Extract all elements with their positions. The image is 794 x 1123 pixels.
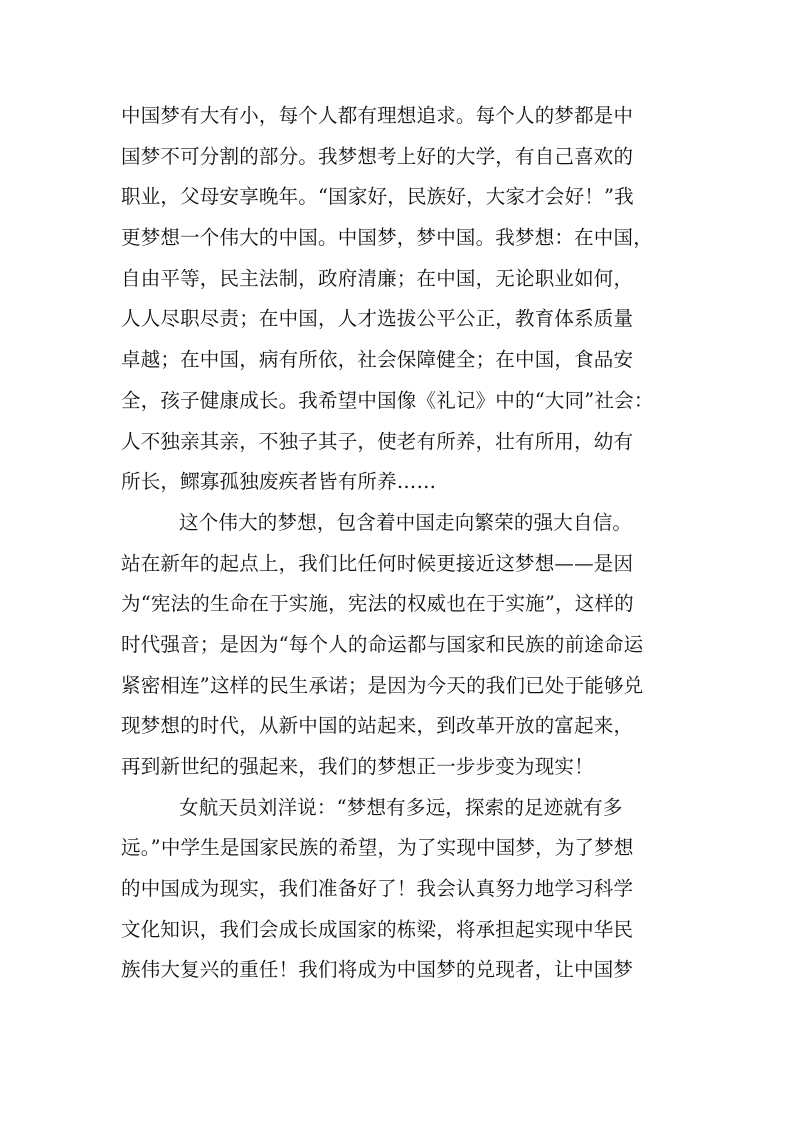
text-line: 职业，父母安享晚年。“国家好，民族好，大家才会好！”我	[121, 185, 634, 209]
essay-body	[121, 96, 673, 991]
text-line: 更梦想一个伟大的中国。中国梦，梦中国。我梦想：在中国，	[121, 226, 653, 250]
text-line: 自由平等，民主法制，政府清廉；在中国，无论职业如何，	[121, 266, 634, 290]
text-line: 站在新年的起点上，我们比任何时候更接近这梦想——是因	[121, 551, 634, 575]
text-line: 全，孩子健康成长。我希望中国像《礼记》中的“大同”社会：	[121, 388, 654, 412]
text-line: 时代强音；是因为“每个人的命运都与国家和民族的前途命运	[121, 632, 644, 656]
text-line: 人人尽职尽责；在中国，人才选拔公平公正，教育体系质量	[121, 307, 634, 331]
text-line: 卓越；在中国，病有所依，社会保障健全；在中国，食品安	[121, 348, 634, 372]
paragraph-start-line: 这个伟大的梦想，包含着中国走向繁荣的强大自信。	[179, 510, 633, 534]
text-line: 文化知识，我们会成长成国家的栋梁，将承担起实现中华民	[121, 917, 634, 941]
text-line: 远。”中学生是国家民族的希望，为了实现中国梦，为了梦想	[121, 836, 634, 860]
text-line: 的中国成为现实，我们准备好了！我会认真努力地学习科学	[121, 877, 634, 901]
text-line: 族伟大复兴的重任！我们将成为中国梦的兑现者，让中国梦	[121, 958, 634, 982]
text-line: 再到新世纪的强起来，我们的梦想正一步步变为现实！	[121, 755, 594, 778]
text-line: 人不独亲其亲，不独子其子，使老有所养，壮有所用，幼有	[121, 429, 634, 453]
text-line: 国梦不可分割的部分。我梦想考上好的大学，有自己喜欢的	[121, 144, 634, 168]
text-line: 为“宪法的生命在于实施，宪法的权威也在于实施”，这样的	[121, 592, 634, 616]
text-line: 紧密相连”这样的民生承诺；是因为今天的我们已处于能够兑	[121, 673, 644, 697]
text-line: 所长，鳏寡孤独废疾者皆有所养……	[121, 470, 437, 494]
text-line: 中国梦有大有小，每个人都有理想追求。每个人的梦都是中	[121, 104, 634, 127]
paragraph-start-line: 女航天员刘洋说：“梦想有多远，探索的足迹就有多	[179, 795, 623, 819]
text-line: 现梦想的时代，从新中国的站起来，到改革开放的富起来，	[121, 714, 634, 738]
